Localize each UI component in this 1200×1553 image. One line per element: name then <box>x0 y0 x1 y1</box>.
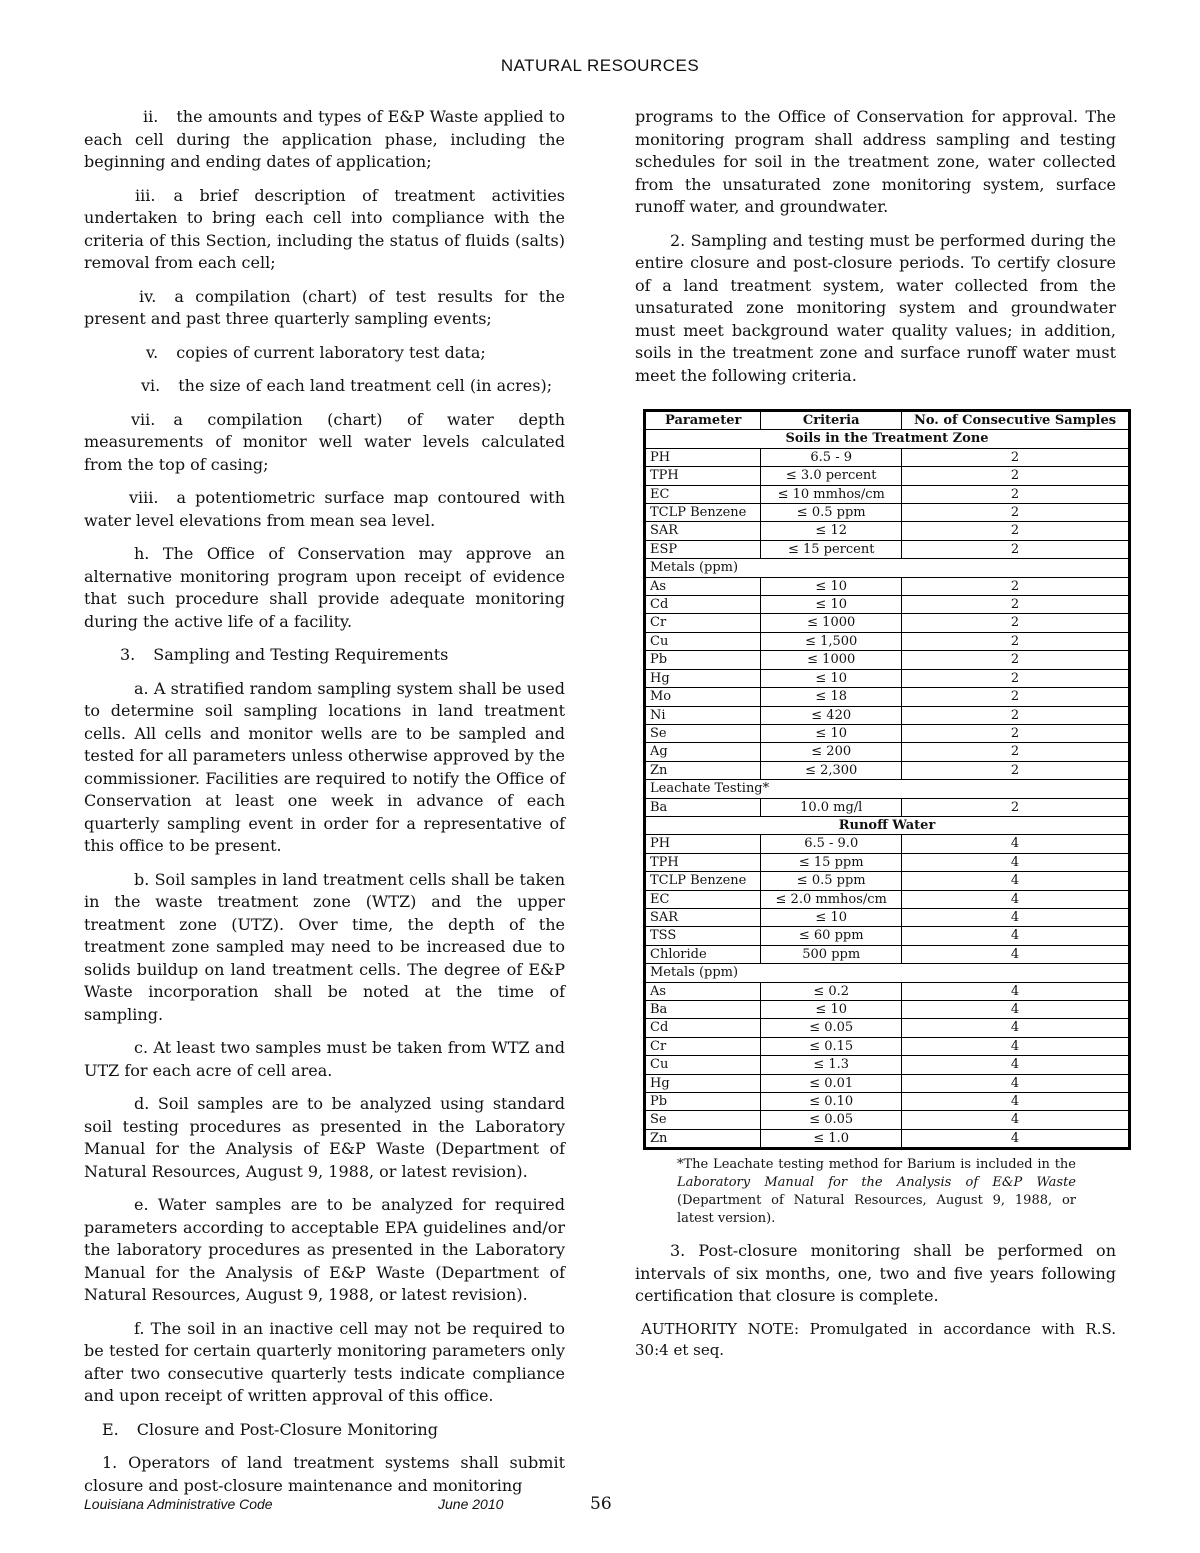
samples-cell: 4 <box>902 1056 1130 1074</box>
criteria-cell: ≤ 0.01 <box>761 1074 902 1092</box>
table-row <box>645 540 1130 558</box>
criteria-cell: ≤ 60 ppm <box>761 927 902 945</box>
criteria-cell: ≤ 12 <box>761 522 902 540</box>
samples-cell: 2 <box>902 504 1130 522</box>
item-vi <box>84 375 565 398</box>
item-label: iii. <box>135 185 156 205</box>
samples-cell: 2 <box>902 614 1130 632</box>
samples-cell: 4 <box>902 1129 1130 1148</box>
parameter-cell: TSS <box>645 927 761 945</box>
heading-closure <box>84 1419 565 1442</box>
table-row <box>645 596 1130 614</box>
parameter-cell: Se <box>645 724 761 742</box>
samples-cell: 2 <box>902 651 1130 669</box>
samples-cell: 4 <box>902 1111 1130 1129</box>
samples-cell: 2 <box>902 706 1130 724</box>
parameter-cell: Cr <box>645 614 761 632</box>
table-row <box>645 577 1130 595</box>
samples-cell: 4 <box>902 927 1130 945</box>
left-column <box>84 106 565 1508</box>
criteria-cell: ≤ 2,300 <box>761 761 902 779</box>
item-text: At least two samples must be taken from WTZ and UTZ for each acre of cell area. <box>84 1038 565 1080</box>
samples-cell: 2 <box>902 743 1130 761</box>
samples-cell: 2 <box>902 522 1130 540</box>
table-row <box>645 706 1130 724</box>
samples-cell: 4 <box>902 872 1130 890</box>
item-text: Post-closure monitoring shall be performed on intervals of six months, one, two and five years following certification that closure is complete. <box>635 1241 1116 1306</box>
samples-cell: 4 <box>902 890 1130 908</box>
item-label: 3. <box>120 645 136 664</box>
item-text: a compilation (chart) of water depth measurements of monitor well water levels calculated from the top of casing; <box>84 409 565 474</box>
item-e <box>84 1194 565 1307</box>
item-h <box>84 543 565 633</box>
samples-cell: 4 <box>902 1093 1130 1111</box>
criteria-cell: 500 ppm <box>761 945 902 963</box>
item-text: a potentiometric surface map contoured with water level elevations from mean sea level. <box>84 488 565 530</box>
table-group-row <box>645 559 1130 577</box>
item-label: c. <box>134 1038 149 1057</box>
parameter-cell: PH <box>645 835 761 853</box>
criteria-cell: ≤ 10 <box>761 596 902 614</box>
heading-sampling-testing <box>84 644 565 667</box>
table-row <box>645 669 1130 687</box>
criteria-cell: ≤ 0.15 <box>761 1037 902 1055</box>
samples-cell: 4 <box>902 835 1130 853</box>
table-row <box>645 982 1130 1000</box>
item-text: Sampling and Testing Requirements <box>153 645 449 664</box>
page-header: NATURAL RESOURCES <box>500 56 700 75</box>
table-row <box>645 467 1130 485</box>
table-row <box>645 632 1130 650</box>
criteria-cell: ≤ 1000 <box>761 651 902 669</box>
parameter-cell: EC <box>645 890 761 908</box>
table-row <box>645 1129 1130 1148</box>
samples-cell: 4 <box>902 1001 1130 1019</box>
samples-cell: 2 <box>902 669 1130 687</box>
table-row <box>645 724 1130 742</box>
header-samples: No. of Consecutive Samples <box>902 411 1130 430</box>
group-title: Leachate Testing* <box>645 780 1130 798</box>
item-label: f. <box>134 1318 145 1338</box>
parameter-cell: As <box>645 982 761 1000</box>
item-3-post-closure <box>635 1240 1116 1308</box>
samples-cell: 2 <box>902 596 1130 614</box>
page-footer <box>84 1494 1124 1518</box>
table-row <box>645 504 1130 522</box>
criteria-cell: ≤ 1,500 <box>761 632 902 650</box>
item-ii <box>84 106 565 174</box>
table-header-row <box>645 411 1130 430</box>
parameter-cell: Cr <box>645 1037 761 1055</box>
parameter-cell: Cu <box>645 1056 761 1074</box>
parameter-cell: Ba <box>645 1001 761 1019</box>
table-footnote <box>677 1156 1076 1228</box>
item-text: the amounts and types of E&P Waste applied to each cell during the application phase, including the beginning and ending dates of application; <box>84 107 565 171</box>
parameter-cell: PH <box>645 448 761 466</box>
samples-cell: 2 <box>902 761 1130 779</box>
table-row <box>645 651 1130 669</box>
item-iv <box>84 286 565 331</box>
parameter-cell: Cu <box>645 632 761 650</box>
page-number: 56 <box>590 1494 612 1514</box>
parameter-cell: Pb <box>645 1093 761 1111</box>
item-label: viii. <box>129 488 159 507</box>
samples-cell: 4 <box>902 1019 1130 1037</box>
parameter-cell: ESP <box>645 540 761 558</box>
footer-date: June 2010 <box>438 1496 504 1512</box>
criteria-cell: ≤ 1.3 <box>761 1056 902 1074</box>
item-text: copies of current laboratory test data; <box>176 342 486 362</box>
parameter-cell: TPH <box>645 853 761 871</box>
parameter-cell: Ba <box>645 798 761 816</box>
table-row <box>645 872 1130 890</box>
samples-cell: 4 <box>902 1037 1130 1055</box>
table-row <box>645 798 1130 816</box>
item-c <box>84 1037 565 1082</box>
samples-cell: 2 <box>902 448 1130 466</box>
item-label: E. <box>102 1419 119 1439</box>
table-row <box>645 945 1130 963</box>
item-text: the size of each land treatment cell (in acres); <box>178 376 553 395</box>
item-label: 1. <box>102 1453 118 1472</box>
footer-code-title: Louisiana Administrative Code <box>84 1496 273 1512</box>
parameter-cell: SAR <box>645 522 761 540</box>
criteria-cell: ≤ 0.05 <box>761 1019 902 1037</box>
group-title: Metals (ppm) <box>645 964 1130 982</box>
item-label: v. <box>146 342 159 362</box>
samples-cell: 2 <box>902 632 1130 650</box>
criteria-cell: ≤ 420 <box>761 706 902 724</box>
criteria-cell: ≤ 0.05 <box>761 1111 902 1129</box>
parameter-cell: TPH <box>645 467 761 485</box>
item-label: h. <box>134 544 150 563</box>
item-label: b. <box>134 869 150 889</box>
samples-cell: 2 <box>902 485 1130 503</box>
samples-cell: 2 <box>902 467 1130 485</box>
samples-cell: 2 <box>902 688 1130 706</box>
item-a <box>84 678 565 858</box>
item-label: e. <box>134 1195 149 1214</box>
table-row <box>645 448 1130 466</box>
header-criteria: Criteria <box>761 411 902 430</box>
table-section-row <box>645 816 1130 834</box>
samples-cell: 4 <box>902 853 1130 871</box>
table-row <box>645 1093 1130 1111</box>
item-b <box>84 869 565 1027</box>
item-f <box>84 1318 565 1408</box>
samples-cell: 2 <box>902 577 1130 595</box>
section-title: Runoff Water <box>645 816 1130 834</box>
parameter-cell: As <box>645 577 761 595</box>
criteria-cell: ≤ 3.0 percent <box>761 467 902 485</box>
footnote-text-end: (Department of Natural Resources, August 9, 1988, or latest version). <box>677 1193 1076 1227</box>
header-parameter: Parameter <box>645 411 761 430</box>
item-text: a compilation (chart) of test results for the present and past three quarterly sampling events; <box>84 286 565 328</box>
criteria-cell: ≤ 10 <box>761 908 902 926</box>
criteria-cell: ≤ 10 <box>761 724 902 742</box>
table-row <box>645 1056 1130 1074</box>
item-label: 3. <box>670 1241 686 1261</box>
samples-cell: 4 <box>902 945 1130 963</box>
parameter-cell: Hg <box>645 669 761 687</box>
criteria-cell: 6.5 - 9 <box>761 448 902 466</box>
item-1 <box>84 1452 565 1497</box>
item-text: The Office of Conservation may approve an alternative monitoring program upon receipt of evidence that such procedure shall provide adequate monitoring during the active life of a facility. <box>84 544 565 631</box>
criteria-cell: ≤ 0.10 <box>761 1093 902 1111</box>
criteria-cell: 6.5 - 9.0 <box>761 835 902 853</box>
table-row <box>645 485 1130 503</box>
table-section-row <box>645 430 1130 448</box>
criteria-cell: ≤ 15 ppm <box>761 853 902 871</box>
group-title: Metals (ppm) <box>645 559 1130 577</box>
table-row <box>645 1074 1130 1092</box>
parameter-cell: SAR <box>645 908 761 926</box>
item-text: Operators of land treatment systems shall submit closure and post-closure maintenance and monitoring <box>84 1453 565 1495</box>
table-row <box>645 1037 1130 1055</box>
item-text: A stratified random sampling system shall be used to determine soil sampling locations in land treatment cells. All cells and monitor wells are to be sampled and tested for all parameters unless otherwise approved by the commissioner. Facilities are required to notify the Office of Conservation at least one week in advance of each quarterly sampling event in order for a representative of this office to be present. <box>84 678 565 855</box>
item-label: d. <box>134 1094 150 1113</box>
item-v <box>84 342 565 365</box>
criteria-cell: ≤ 1.0 <box>761 1129 902 1148</box>
criteria-cell: ≤ 18 <box>761 688 902 706</box>
criteria-cell: ≤ 200 <box>761 743 902 761</box>
table-group-row <box>645 964 1130 982</box>
item-text: Closure and Post-Closure Monitoring <box>136 1419 438 1439</box>
parameter-cell: TCLP Benzene <box>645 872 761 890</box>
footnote-text: *The Leachate testing method for Barium is included in the <box>677 1157 1076 1173</box>
footnote-manual-title: Laboratory Manual for the Analysis of E&P Waste <box>677 1175 1076 1191</box>
table-row <box>645 761 1130 779</box>
item-text: Sampling and testing must be performed during the entire closure and post-closure periods. To certify closure of a land treatment system, water collected from the unsaturated zone monitoring system and groundwater must meet background water quality values; in addition, soils in the treatment zone and surface runoff water must meet the following criteria. <box>635 230 1117 385</box>
table-row <box>645 522 1130 540</box>
criteria-cell: ≤ 2.0 mmhos/cm <box>761 890 902 908</box>
samples-cell: 4 <box>902 1074 1130 1092</box>
table-row <box>645 1001 1130 1019</box>
criteria-cell: ≤ 0.5 ppm <box>761 872 902 890</box>
samples-cell: 2 <box>902 724 1130 742</box>
item-label: 2. <box>670 230 686 250</box>
criteria-cell: ≤ 0.5 ppm <box>761 504 902 522</box>
parameter-cell: Chloride <box>645 945 761 963</box>
parameter-cell: Pb <box>645 651 761 669</box>
item-label: ii. <box>143 107 159 126</box>
item-viii <box>84 487 565 532</box>
criteria-cell: ≤ 10 <box>761 577 902 595</box>
item-text: The soil in an inactive cell may not be required to be tested for certain quarterly monitoring parameters only after two consecutive quarterly tests indicate compliance and upon receipt of written approval of this office. <box>84 1318 565 1405</box>
item-vii <box>84 409 565 477</box>
table-row <box>645 614 1130 632</box>
criteria-cell: ≤ 0.2 <box>761 982 902 1000</box>
parameter-cell: Cd <box>645 596 761 614</box>
item-text: a brief description of treatment activities undertaken to bring each cell into compliance with the criteria of this Section, including the status of fluids (salts) removal from each cell; <box>84 185 565 272</box>
criteria-cell: ≤ 15 percent <box>761 540 902 558</box>
parameter-cell: EC <box>645 485 761 503</box>
criteria-cell: ≤ 10 mmhos/cm <box>761 485 902 503</box>
item-label: vi. <box>141 376 161 395</box>
table-row <box>645 743 1130 761</box>
parameter-cell: Se <box>645 1111 761 1129</box>
right-column <box>635 106 1116 1376</box>
parameter-cell: Mo <box>645 688 761 706</box>
criteria-cell: ≤ 10 <box>761 1001 902 1019</box>
samples-cell: 4 <box>902 982 1130 1000</box>
section-title: Soils in the Treatment Zone <box>645 430 1130 448</box>
criteria-cell: ≤ 1000 <box>761 614 902 632</box>
table-row <box>645 890 1130 908</box>
criteria-cell: 10.0 mg/l <box>761 798 902 816</box>
authority-note: AUTHORITY NOTE: Promulgated in accordance with R.S. 30:4 et seq. <box>635 1319 1116 1359</box>
samples-cell: 2 <box>902 540 1130 558</box>
table-row <box>645 927 1130 945</box>
table-row <box>645 1019 1130 1037</box>
parameter-cell: Zn <box>645 761 761 779</box>
parameter-cell: Ag <box>645 743 761 761</box>
criteria-table <box>643 409 1131 1150</box>
item-label: iv. <box>139 286 157 306</box>
item-text: Soil samples are to be analyzed using standard soil testing procedures as presented in the Laboratory Manual for the Analysis of E&P Waste (Department of Natural Resources, August 9, 1988, or latest revision). <box>84 1094 565 1181</box>
item-text: Water samples are to be analyzed for required parameters according to acceptable EPA guidelines and/or the laboratory procedures as presented in the Laboratory Manual for the Analysis of E&P Waste (Department of Natural Resources, August 9, 1988, or latest revision). <box>84 1195 565 1304</box>
item-2 <box>635 230 1116 388</box>
parameter-cell: Ni <box>645 706 761 724</box>
parameter-cell: Zn <box>645 1129 761 1148</box>
parameter-cell: TCLP Benzene <box>645 504 761 522</box>
table-row <box>645 908 1130 926</box>
item-iii <box>84 185 565 275</box>
criteria-cell: ≤ 10 <box>761 669 902 687</box>
item-label: a. <box>134 678 149 698</box>
table-row <box>645 835 1130 853</box>
continued-paragraph: programs to the Office of Conservation for approval. The monitoring program shall address sampling and testing schedules for soil in the treatment zone, water collected from the unsaturated zone monitoring system, surface runoff water, and groundwater. <box>635 107 1116 216</box>
item-d <box>84 1093 565 1183</box>
item-text: Soil samples in land treatment cells shall be taken in the waste treatment zone (WTZ) and the upper treatment zone (UTZ). Over time, the depth of the treatment zone sampled may need to be increased due to solids buildup on land treatment cells. The degree of E&P Waste incorporation shall be noted at the time of sampling. <box>84 869 565 1024</box>
parameter-cell: Cd <box>645 1019 761 1037</box>
table-row <box>645 1111 1130 1129</box>
table-row <box>645 853 1130 871</box>
table-group-row <box>645 780 1130 798</box>
parameter-cell: Hg <box>645 1074 761 1092</box>
item-label: vii. <box>131 409 156 429</box>
samples-cell: 4 <box>902 908 1130 926</box>
table-row <box>645 688 1130 706</box>
criteria-table-body <box>645 430 1130 1149</box>
samples-cell: 2 <box>902 798 1130 816</box>
